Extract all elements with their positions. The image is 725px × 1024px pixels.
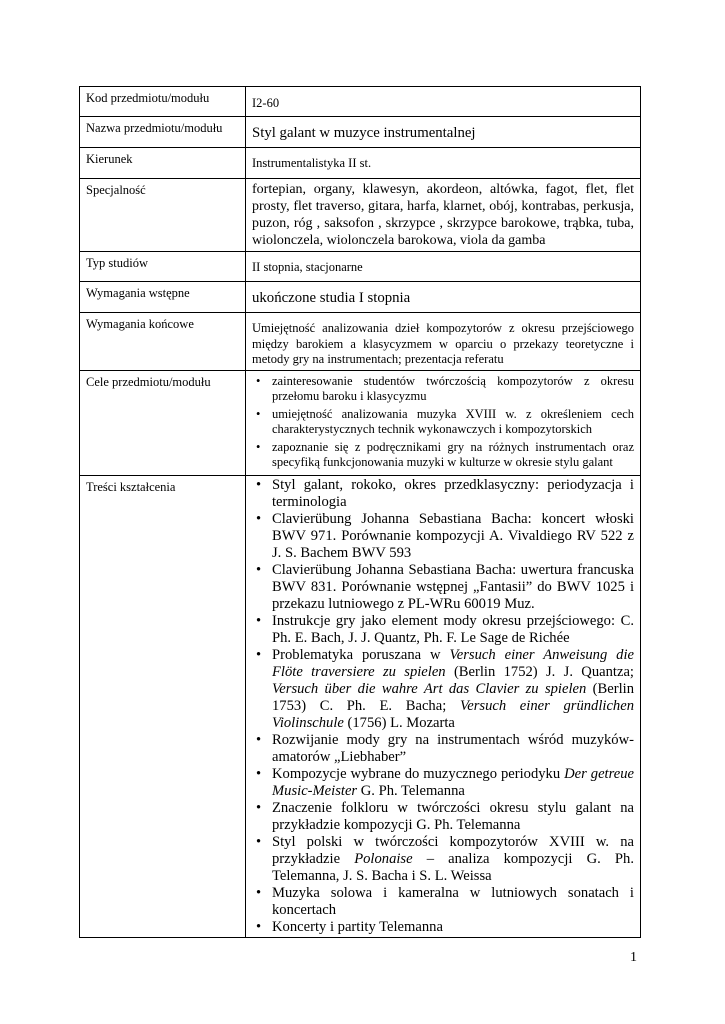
row-cele <box>80 370 641 475</box>
content-text: Rozwijanie mody gry na instrumentach wśród muzyków-amatorów „Liebhaber” <box>272 731 634 765</box>
bullet-icon: • <box>256 884 262 901</box>
final-requirements: Umiejętność analizowania dzieł kompozytorów z okresu przejściowego między barokiem a klasycyzmem w oparciu o przekazy teoretyczne i metody gry na instrumentach; prezentacja referatu <box>246 313 641 371</box>
row-specjalnosc <box>80 179 641 252</box>
course-content <box>246 475 641 937</box>
field-of-study: Instrumentalistyka II st. <box>246 148 641 179</box>
bullet-icon: • <box>256 731 262 748</box>
specialization-list: fortepian, organy, klawesyn, akordeon, altówka, fagot, flet, flet prosty, flet traverso, gitara, harfa, klarnet, obój, kontrabas, perkusja, puzon, róg , saksofon , skrzypce , skrzypce barokowe, trąbka, tuba, wiolonczela, wiolonczela barokowa, viola da gamba <box>246 179 641 252</box>
goal-text: umiejętność analizowania muzyka XVIII w. z określeniem cech charakterystycznych technik wykonawczych i kompozytorskich <box>272 406 634 436</box>
work-title: Versuch einer gründlichen Violinschule <box>272 697 634 731</box>
bullet-icon: • <box>256 612 262 629</box>
bullet-icon: • <box>256 510 262 527</box>
goal-text: zapoznanie się z podręcznikami gry na różnych instrumentach oraz specyfiką funkcjonowania muzyki w kulturze w okresie stylu galant <box>272 439 634 469</box>
list-item <box>252 834 634 885</box>
content-text: G. Ph. Telemanna <box>357 782 465 799</box>
work-title: Versuch einer Anweisung die Flöte traversiere zu spielen <box>272 646 635 680</box>
bullet-icon: • <box>256 561 262 578</box>
content-text: (Berlin 1753) C. Ph. E. Bacha; <box>272 680 634 714</box>
row-label: Kierunek <box>80 148 246 179</box>
row-label: Specjalność <box>80 179 246 252</box>
content-text: Styl galant, rokoko, okres przedklasyczny: periodyzacja i terminologia <box>272 476 634 510</box>
course-name: Styl galant w muzyce instrumentalnej <box>246 117 641 148</box>
list-item <box>252 511 634 562</box>
bullet-icon: • <box>256 439 261 454</box>
row-label: Wymagania wstępne <box>80 282 246 313</box>
list-item <box>252 732 634 766</box>
content-text: (Berlin 1752) J. J. Quantza; <box>445 663 634 680</box>
row-wymagania-wstepne <box>80 282 641 313</box>
work-title: Versuch über die wahre Art das Clavier zu spielen <box>272 680 587 697</box>
row-label: Wymagania końcowe <box>80 313 246 371</box>
content-text: Znaczenie folkloru w twórczości okresu stylu galant na przykładzie kompozycji G. Ph. Telemanna <box>272 799 634 833</box>
prerequisites: ukończone studia I stopnia <box>246 282 641 313</box>
row-typ <box>80 252 641 282</box>
study-type: II stopnia, stacjonarne <box>246 252 641 282</box>
content-text: Muzyka solowa i kameralna w lutniowych sonatach i koncertach <box>272 884 634 918</box>
content-text: Clavierübung Johanna Sebastiana Bacha: uwertura francuska BWV 831. Porównanie wstępnej „Fantasii” do BWV 1025 i przekazu lutniowego z PL-WRu 60019 Muz. <box>272 561 634 612</box>
row-nazwa <box>80 117 641 148</box>
list-item <box>252 885 634 919</box>
bullet-icon: • <box>256 476 262 493</box>
work-title: Der getreue Music-Meister <box>272 765 634 799</box>
content-text: Instrukcje gry jako element mody okresu przejściowego: C. Ph. E. Bach, J. J. Quantz, Ph. F. Le Sage de Richée <box>272 612 634 646</box>
content-text: Koncerty i partity Telemanna <box>272 918 443 935</box>
bullet-icon: • <box>256 373 261 388</box>
list-item <box>252 766 634 800</box>
bullet-icon: • <box>256 799 262 816</box>
content-text: Clavierübung Johanna Sebastiana Bacha: koncert włoski BWV 971. Porównanie kompozycji A. Vivaldiego RV 522 z J. S. Bachem BWV 593 <box>272 510 634 561</box>
content-text: Styl polski w twórczości kompozytorów XVIII w. na przykładzie <box>272 833 634 867</box>
bullet-icon: • <box>256 918 262 935</box>
row-label: Nazwa przedmiotu/modułu <box>80 117 246 148</box>
list-item <box>252 374 634 405</box>
list-item <box>252 440 634 471</box>
goals-list <box>252 374 634 471</box>
row-label: Kod przedmiotu/modułu <box>80 87 246 117</box>
list-item <box>252 562 634 613</box>
content-text: – analiza kompozycji G. Ph. Telemanna, J. S. Bacha i S. L. Weissa <box>272 850 634 884</box>
list-item <box>252 800 634 834</box>
row-label: Typ studiów <box>80 252 246 282</box>
bullet-icon: • <box>256 765 262 782</box>
bullet-icon: • <box>256 833 262 850</box>
row-wymagania-koncowe <box>80 313 641 371</box>
content-text: (1756) L. Mozarta <box>343 714 455 731</box>
list-item <box>252 477 634 511</box>
content-list <box>252 477 634 936</box>
list-item <box>252 407 634 438</box>
course-goals <box>246 370 641 475</box>
bullet-icon: • <box>256 406 261 421</box>
page-number: 1 <box>630 950 637 965</box>
content-text: Problematyka poruszana w <box>272 646 450 663</box>
syllabus-table <box>79 86 641 938</box>
list-item <box>252 647 634 732</box>
work-title: Polonaise <box>354 850 413 867</box>
bullet-icon: • <box>256 646 262 663</box>
content-text: Kompozycje wybrane do muzycznego periodyku <box>272 765 565 782</box>
list-item <box>252 613 634 647</box>
row-label: Treści kształcenia <box>80 475 246 937</box>
row-kierunek <box>80 148 641 179</box>
goal-text: zainteresowanie studentów twórczością kompozytorów z okresu przełomu baroku i klasycyzmu <box>272 373 634 403</box>
row-tresci <box>80 475 641 937</box>
list-item <box>252 919 634 936</box>
row-label: Cele przedmiotu/modułu <box>80 370 246 475</box>
row-kod <box>80 87 641 117</box>
course-code: I2-60 <box>246 87 641 117</box>
